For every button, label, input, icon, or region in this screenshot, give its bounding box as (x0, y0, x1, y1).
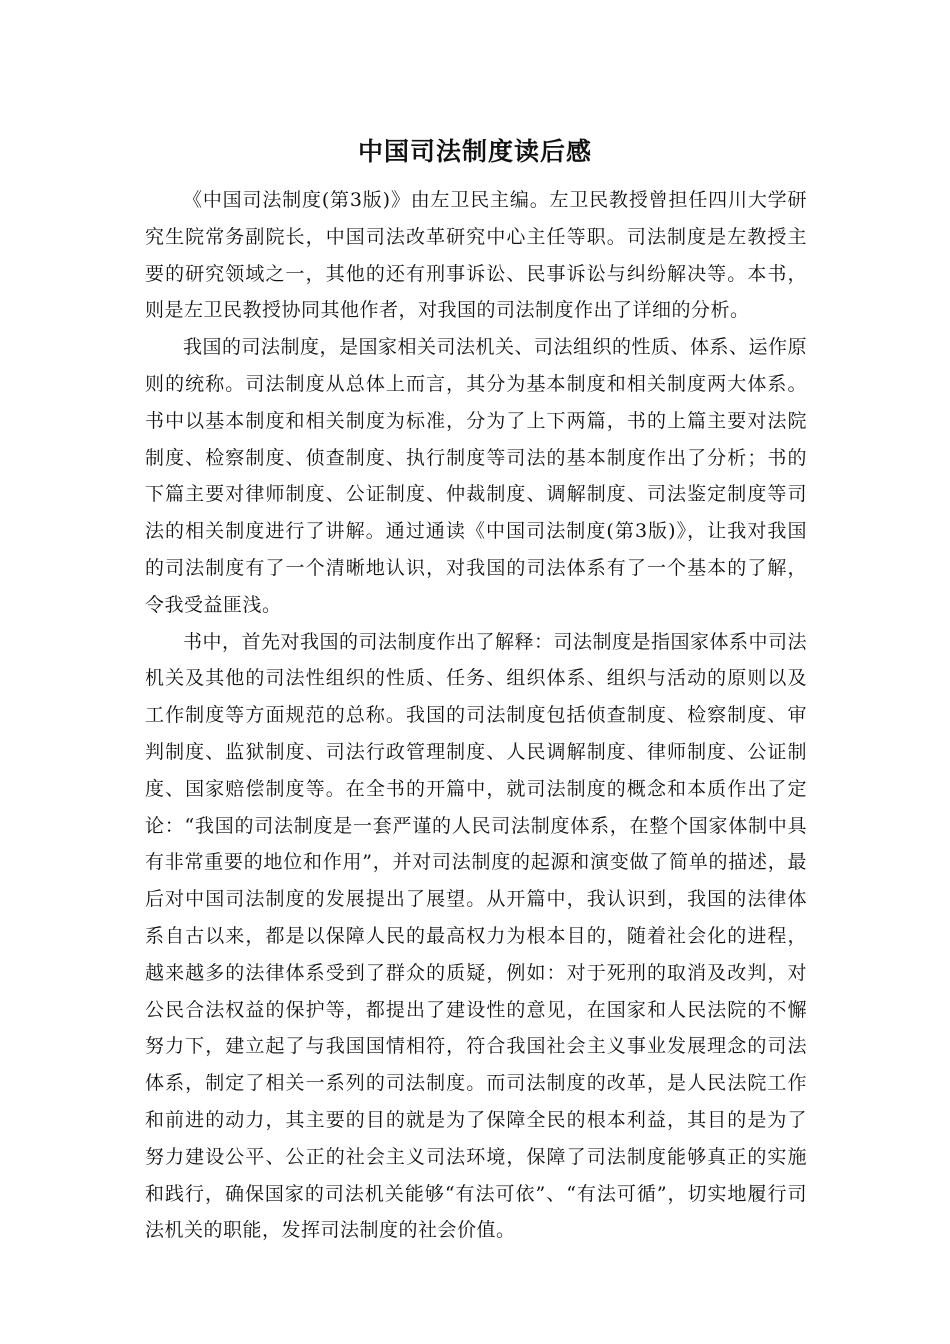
document-body (145, 182, 807, 1249)
paragraph-2: 我国的司法制度，是国家相关司法机关、司法组织的性质、体系、运作原则的统称。司法制度从总体上而言，其分为基本制度和相关制度两大体系。书中以基本制度和相关制度为标准，分为了上下两篇，书的上篇主要对法院制度、检察制度、侦查制度、执行制度等司法的基本制度作出了分析；书的下篇主要对律师制度、公证制度、仲裁制度、调解制度、司法鉴定制度等司法的相关制度进行了讲解。通过通读《中国司法制度(第3版)》，让我对我国的司法制度有了一个清晰地认识，对我国的司法体系有了一个基本的了解，令我受益匪浅。 (145, 336, 808, 616)
paragraph-1: 《中国司法制度(第3版)》由左卫民主编。左卫民教授曾担任四川大学研究生院常务副院长，中国司法改革研究中心主任等职。司法制度是左教授主要的研究领域之一，其他的还有刑事诉讼、民事诉讼与纠纷解决等。本书，则是左卫民教授协同其他作者，对我国的司法制度作出了详细的分析。 (145, 189, 807, 322)
document-title: 中国司法制度读后感 (357, 137, 592, 166)
paragraph-3: 书中，首先对我国的司法制度作出了解释：司法制度是指国家体系中司法机关及其他的司法性组织的性质、任务、组织体系、组织与活动的原则以及工作制度等方面规范的总称。我国的司法制度包括侦查制度、检察制度、审判制度、监狱制度、司法行政管理制度、人民调解制度、律师制度、公证制度、国家赔偿制度等。在全书的开篇中，就司法制度的概念和本质作出了定论：“我国的司法制度是一套严谨的人民司法制度体系，在整个国家体制中具有非常重要的地位和作用”，并对司法制度的起源和演变做了简单的描述，最后对中国司法制度的发展提出了展望。从开篇中，我认识到，我国的法律体系自古以来，都是以保障人民的最高权力为根本目的，随着社会化的进程，越来越多的法律体系受到了群众的质疑，例如：对于死刑的取消及改判，对公民合法权益的保护等，都提出了建设性的意见，在国家和人民法院的不懈努力下，建立起了与我国国情相符，符合我国社会主义事业发展理念的司法体系，制定了相关一系列的司法制度。而司法制度的改革，是人民法院工作和前进的动力，其主要的目的就是为了保障全民的根本利益，其目的是为了努力建设公平、公正的社会主义司法环境，保障了司法制度能够真正的实施和践行，确保国家的司法机关能够“有法可依”、“有法可循”，切实地履行司法机关的职能，发挥司法制度的社会价值。 (145, 630, 808, 1242)
